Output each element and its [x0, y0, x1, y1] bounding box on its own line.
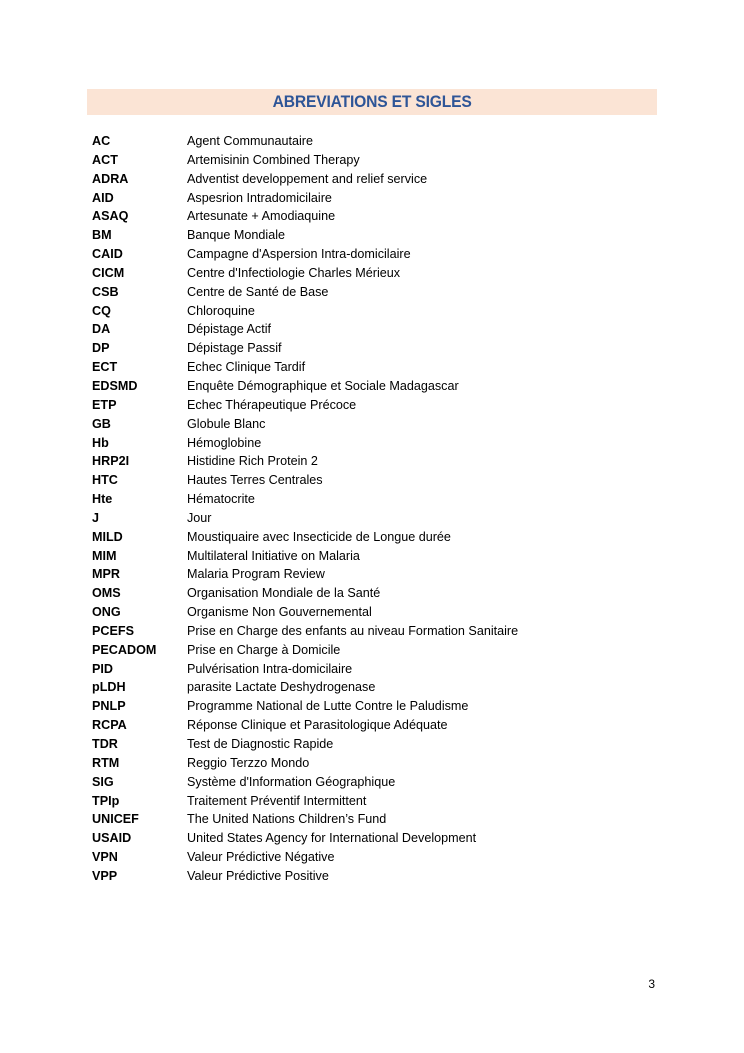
abbreviation-definition: Enquête Démographique et Sociale Madagascar	[187, 378, 459, 393]
abbreviation-row	[92, 226, 652, 245]
abbreviation-code: EDSMD	[92, 378, 138, 393]
abbreviation-definition: Multilateral Initiative on Malaria	[187, 548, 360, 563]
abbreviation-definition: Banque Mondiale	[187, 228, 286, 243]
abbreviation-definition: Agent Communautaire	[187, 134, 314, 148]
abbreviation-code: ADRA	[92, 171, 129, 186]
abbreviation-code: PNLP	[92, 699, 126, 714]
abbreviation-row	[92, 170, 652, 189]
abbreviation-definition: The United Nations Children’s Fund	[187, 812, 387, 827]
abbreviation-code: ONG	[92, 605, 121, 620]
abbreviation-definition: Jour	[187, 510, 212, 525]
page-title: ABREVIATIONS ET SIGLES	[272, 92, 472, 111]
abbreviation-row	[92, 810, 652, 829]
abbreviation-code: J	[92, 510, 100, 525]
abbreviation-code: CAID	[92, 247, 123, 262]
abbreviation-definition: Malaria Program Review	[187, 567, 325, 582]
title-band	[87, 89, 657, 115]
abbreviation-code: VPN	[92, 850, 118, 865]
abbreviation-code: CQ	[92, 303, 111, 318]
abbreviation-code: ECT	[92, 360, 118, 375]
abbreviation-code: HRP2I	[92, 454, 130, 469]
abbreviation-definition: Artemisinin Combined Therapy	[187, 152, 360, 167]
abbreviation-row	[92, 434, 652, 453]
abbreviation-definition: Système d'Information Géographique	[187, 774, 396, 789]
abbreviation-list	[92, 132, 652, 886]
abbreviation-row	[92, 584, 652, 603]
abbreviation-code: CSB	[92, 284, 119, 299]
abbreviation-code: Hte	[92, 492, 113, 507]
abbreviation-code: HTC	[92, 473, 118, 488]
abbreviation-code: AC	[92, 134, 111, 148]
abbreviation-definition: Histidine Rich Protein 2	[187, 454, 318, 469]
abbreviation-code: ETP	[92, 397, 117, 412]
abbreviation-definition: Valeur Prédictive Négative	[187, 850, 335, 865]
abbreviation-code: AID	[92, 190, 114, 205]
abbreviation-code: VPP	[92, 868, 118, 883]
abbreviation-code: MIM	[92, 548, 117, 563]
abbreviation-row	[92, 509, 652, 528]
abbreviation-row	[92, 867, 652, 886]
abbreviation-code: ACT	[92, 152, 118, 167]
abbreviation-code: DP	[92, 341, 110, 356]
abbreviation-definition: Prise en Charge à Domicile	[187, 642, 341, 657]
abbreviation-code: TPIp	[92, 793, 120, 808]
abbreviation-row	[92, 339, 652, 358]
abbreviation-row	[92, 697, 652, 716]
abbreviation-definition: Adventist developpement and relief service	[187, 171, 428, 186]
abbreviation-row	[92, 283, 652, 302]
abbreviation-definition: Centre d'Infectiologie Charles Mérieux	[187, 265, 401, 280]
abbreviation-row	[92, 320, 652, 339]
abbreviation-row	[92, 471, 652, 490]
abbreviation-row	[92, 377, 652, 396]
abbreviation-row	[92, 490, 652, 509]
abbreviation-row	[92, 678, 652, 697]
abbreviation-definition: Aspesrion Intradomicilaire	[187, 190, 332, 205]
abbreviation-definition: Dépistage Actif	[187, 322, 272, 337]
abbreviation-definition: Pulvérisation Intra-domicilaire	[187, 661, 353, 676]
abbreviation-code: DA	[92, 322, 111, 337]
abbreviation-definition: Organisme Non Gouvernemental	[187, 605, 372, 620]
abbreviation-row	[92, 565, 652, 584]
abbreviation-row	[92, 735, 652, 754]
abbreviation-row	[92, 848, 652, 867]
abbreviation-code: RCPA	[92, 718, 127, 733]
abbreviation-row	[92, 264, 652, 283]
abbreviation-code: MILD	[92, 529, 123, 544]
abbreviation-code: UNICEF	[92, 812, 139, 827]
abbreviation-definition: Centre de Santé de Base	[187, 284, 329, 299]
abbreviation-definition: Globule Blanc	[187, 416, 266, 431]
abbreviation-definition: Traitement Préventif Intermittent	[187, 793, 367, 808]
abbreviation-row	[92, 829, 652, 848]
abbreviation-definition: Echec Thérapeutique Précoce	[187, 397, 357, 412]
abbreviation-definition: United States Agency for International Development	[187, 831, 477, 846]
abbreviation-row	[92, 603, 652, 622]
abbreviation-row	[92, 396, 652, 415]
abbreviation-row	[92, 207, 652, 226]
abbreviation-row	[92, 151, 652, 170]
abbreviation-code: OMS	[92, 586, 121, 601]
abbreviation-code: TDR	[92, 737, 118, 751]
abbreviation-code: PCEFS	[92, 623, 134, 638]
abbreviation-row	[92, 189, 652, 208]
abbreviation-definition: Valeur Prédictive Positive	[187, 868, 329, 883]
abbreviation-code: ASAQ	[92, 209, 129, 224]
abbreviation-definition: Chloroquine	[187, 303, 255, 318]
abbreviation-code: BM	[92, 228, 112, 243]
abbreviation-code: pLDH	[92, 680, 126, 695]
abbreviation-definition: parasite Lactate Deshydrogenase	[187, 680, 376, 695]
abbreviation-definition: Programme National de Lutte Contre le Paludisme	[187, 699, 469, 714]
abbreviation-row	[92, 547, 652, 566]
abbreviation-row	[92, 716, 652, 735]
abbreviation-definition: Hématocrite	[187, 492, 255, 507]
abbreviation-definition: Moustiquaire avec Insecticide de Longue durée	[187, 529, 451, 544]
page-number: 3	[648, 977, 655, 991]
abbreviation-code: USAID	[92, 831, 132, 846]
abbreviation-code: MPR	[92, 567, 120, 582]
abbreviation-row	[92, 415, 652, 434]
abbreviation-code: SIG	[92, 774, 114, 789]
abbreviation-row	[92, 773, 652, 792]
abbreviation-definition: Organisation Mondiale de la Santé	[187, 586, 381, 601]
abbreviation-row	[92, 792, 652, 811]
abbreviation-row	[92, 528, 652, 547]
abbreviation-row	[92, 302, 652, 321]
abbreviation-row	[92, 358, 652, 377]
abbreviation-row	[92, 245, 652, 264]
abbreviation-definition: Test de Diagnostic Rapide	[187, 737, 334, 751]
abbreviation-definition: Dépistage Passif	[187, 341, 282, 356]
abbreviation-definition: Prise en Charge des enfants au niveau Formation Sanitaire	[187, 623, 519, 638]
abbreviation-definition: Hémoglobine	[187, 435, 262, 450]
abbreviation-code: Hb	[92, 435, 109, 450]
abbreviation-row	[92, 132, 652, 151]
abbreviation-row	[92, 641, 652, 660]
abbreviation-definition: Echec Clinique Tardif	[187, 360, 306, 375]
abbreviation-code: CICM	[92, 265, 125, 280]
abbreviation-code: PECADOM	[92, 642, 157, 657]
abbreviation-code: GB	[92, 416, 111, 431]
abbreviation-row	[92, 452, 652, 471]
abbreviation-row	[92, 660, 652, 679]
abbreviation-definition: Artesunate + Amodiaquine	[187, 209, 336, 224]
abbreviation-row	[92, 622, 652, 641]
abbreviation-definition: Hautes Terres Centrales	[187, 473, 323, 488]
abbreviation-code: RTM	[92, 755, 120, 770]
abbreviation-code: PID	[92, 661, 113, 676]
abbreviation-definition: Campagne d'Aspersion Intra-domicilaire	[187, 247, 411, 262]
abbreviation-definition: Reggio Terzzo Mondo	[187, 755, 310, 770]
abbreviation-row	[92, 754, 652, 773]
abbreviation-definition: Réponse Clinique et Parasitologique Adéquate	[187, 718, 448, 733]
